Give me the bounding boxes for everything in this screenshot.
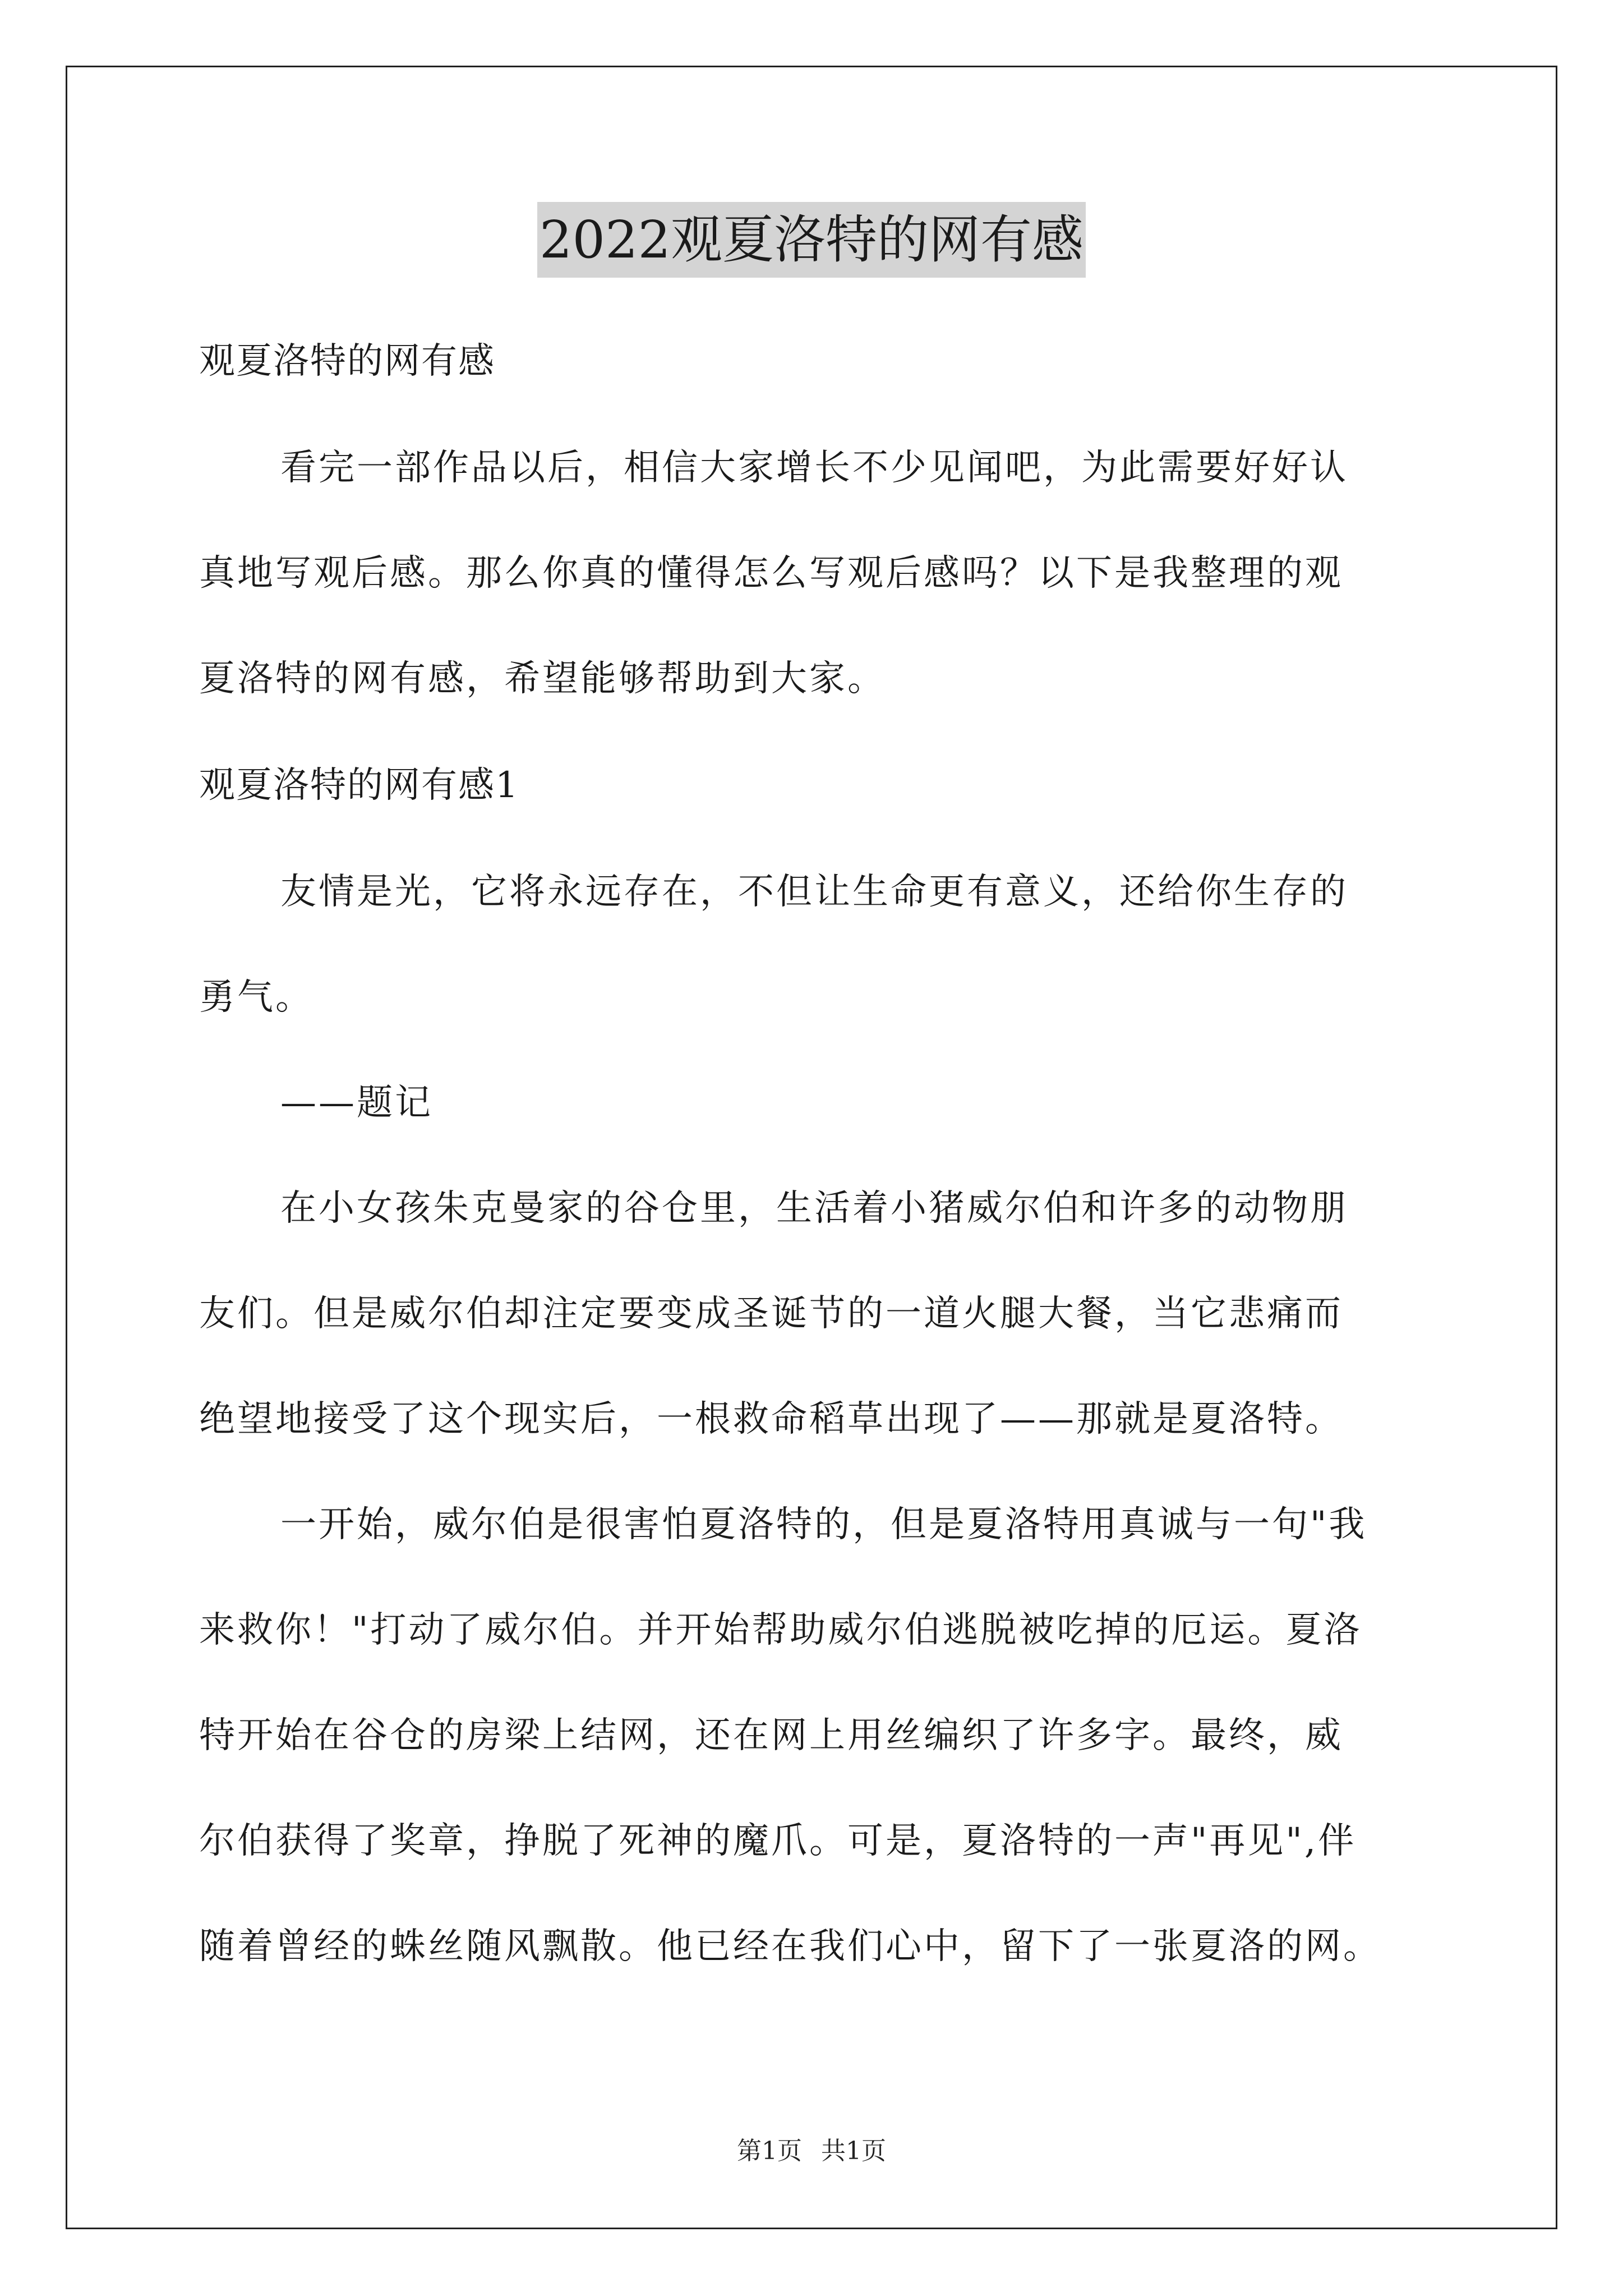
intro-line: 真地写观后感。那么你真的懂得怎么写观后感吗？以下是我整理的观 [199,553,1343,594]
paragraph-line: 特开始在谷仓的房梁上结网，还在网上用丝编织了许多字。最终，威 [199,1715,1343,1756]
section-heading: 观夏洛特的网有感1 [199,765,519,806]
section-heading: 观夏洛特的网有感 [199,341,495,382]
document-body [199,307,1433,1999]
paragraph-line: 随着曾经的蛛丝随风飘散。他已经在我们心中，留下了一张夏洛的网。 [199,1926,1381,1967]
paragraph-line: 勇气。 [199,977,313,1018]
paragraph-line: 在小女孩朱克曼家的谷仓里，生活着小猪威尔伯和许多的动物朋 [280,1188,1348,1229]
paragraph-line: 来救你！"打动了威尔伯。并开始帮助威尔伯逃脱被吃掉的厄运。夏洛 [199,1609,1362,1651]
document-title: 2022观夏洛特的网有感 [537,202,1086,278]
paragraph-line: 尔伯获得了奖章，挣脱了死神的魔爪。可是，夏洛特的一声"再见",伴 [199,1820,1357,1862]
page-number-current: 第1页 [737,2137,802,2165]
paragraph-line: 友情是光，它将永远存在，不但让生命更有意义，还给你生存的 [280,871,1348,913]
epigraph: ——题记 [280,1082,433,1124]
title-container [0,202,1623,278]
page-number-total: 共1页 [821,2137,886,2165]
intro-line: 看完一部作品以后，相信大家增长不少见闻吧，为此需要好好认 [280,447,1348,489]
intro-line: 夏洛特的网有感，希望能够帮助到大家。 [199,658,886,700]
paragraph-line: 友们。但是威尔伯却注定要变成圣诞节的一道火腿大餐，当它悲痛而 [199,1293,1343,1335]
page-footer [0,2134,1623,2168]
paragraph-line: 一开始，威尔伯是很害怕夏洛特的，但是夏洛特用真诚与一句"我 [280,1504,1367,1545]
paragraph-line: 绝望地接受了这个现实后，一根救命稻草出现了——那就是夏洛特。 [199,1398,1343,1440]
